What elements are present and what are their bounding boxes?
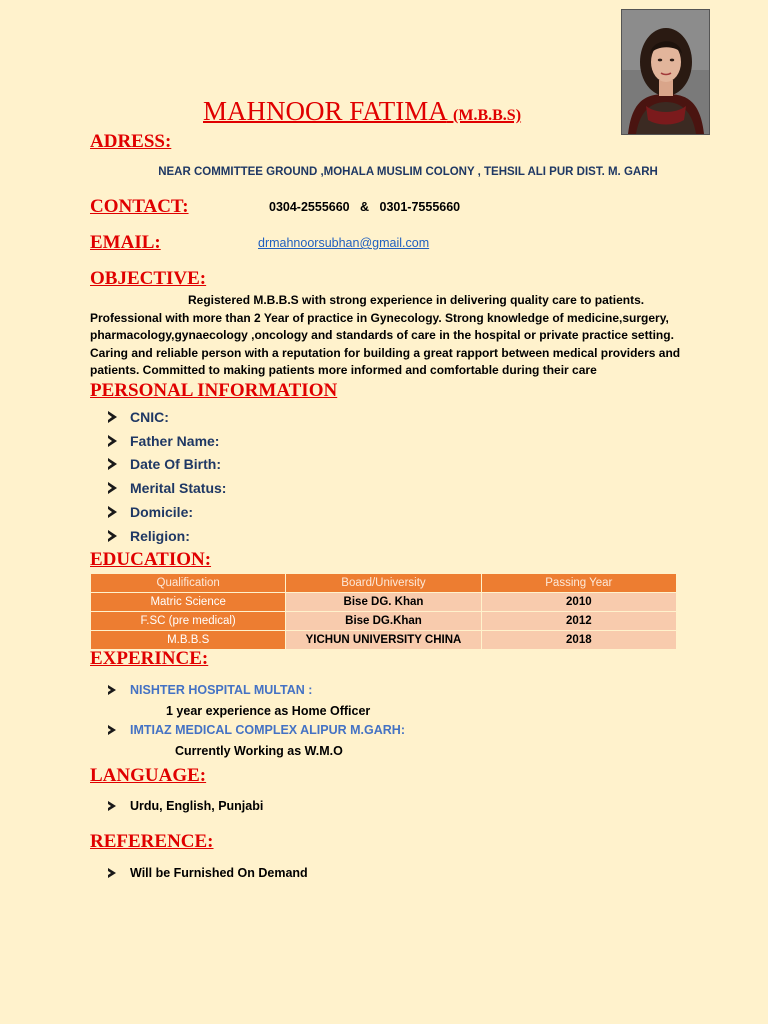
qualification-cell: M.B.B.S	[91, 631, 286, 650]
year-cell: 2010	[481, 593, 676, 612]
arrow-bullet-icon	[108, 725, 116, 735]
experience-organization: NISHTER HOSPITAL MULTAN :	[130, 683, 313, 697]
experience-description: 1 year experience as Home Officer	[166, 704, 371, 718]
board-cell: Bise DG.Khan	[286, 612, 481, 631]
table-row	[91, 612, 677, 631]
email-heading: EMAIL:	[90, 232, 161, 253]
personal-item-label: Domicile:	[130, 504, 194, 521]
personal-item-domicile	[108, 500, 226, 524]
arrow-bullet-icon	[108, 458, 117, 470]
reference-heading: REFERENCE:	[90, 831, 214, 852]
column-header: Passing Year	[481, 574, 676, 593]
email-link[interactable]: drmahnoorsubhan@gmail.com	[258, 236, 430, 250]
personal-item-label: Merital Status:	[130, 480, 227, 497]
year-cell: 2018	[481, 631, 676, 650]
personal-item-religion	[108, 524, 226, 548]
contact-heading: CONTACT:	[90, 196, 189, 217]
address-text: NEAR COMMITTEE GROUND ,MOHALA MUSLIM COLONY , TEHSIL ALI PUR DIST. M. GARH	[158, 166, 658, 178]
profile-photo	[621, 9, 710, 135]
language-heading: LANGUAGE:	[90, 765, 207, 786]
phone-numbers: 0304-2555660 & 0301-7555660	[269, 200, 461, 214]
candidate-name-text: MAHNOOR FATIMA	[203, 96, 447, 126]
arrow-bullet-icon	[108, 482, 117, 494]
personal-item-dob	[108, 453, 226, 477]
education-heading: EDUCATION:	[90, 549, 212, 570]
education-table	[90, 573, 677, 650]
personal-item-label: Father Name:	[130, 432, 220, 449]
column-header: Qualification	[91, 574, 286, 593]
personal-info-heading: PERSONAL INFORMATION	[90, 380, 338, 401]
degree-label: (M.B.B.S)	[453, 107, 522, 124]
arrow-bullet-icon	[108, 868, 116, 878]
table-row	[91, 631, 677, 650]
experience-entry-1	[108, 683, 312, 697]
personal-item-cnic	[108, 405, 226, 429]
table-row	[91, 593, 677, 612]
experience-description: Currently Working as W.M.O	[175, 744, 343, 758]
experience-organization: IMTIAZ MEDICAL COMPLEX ALIPUR M.GARH:	[130, 723, 405, 737]
objective-heading: OBJECTIVE:	[90, 268, 207, 289]
education-header-row	[91, 574, 677, 593]
personal-info-list	[108, 405, 226, 548]
language-item	[108, 799, 263, 813]
board-cell: Bise DG. Khan	[286, 593, 481, 612]
language-text: Urdu, English, Punjabi	[130, 799, 264, 813]
year-cell: 2012	[481, 612, 676, 631]
objective-text	[90, 292, 690, 380]
personal-item-marital-status	[108, 476, 226, 500]
objective-body: Professional with more than 2 Year of practice in Gynecology. Strong knowledge of medicine,surgery, pharmacology,gynaecology ,oncology and standards of care in the hospital or private practice setting. Caring and reliable person with a reputation for building a great rapport between medical providers and patients. Committed to making patients more informed and comfortable during their care	[90, 310, 681, 377]
personal-item-label: Date Of Birth:	[130, 456, 221, 473]
reference-item	[108, 866, 308, 880]
qualification-cell: F.SC (pre medical)	[91, 612, 286, 631]
reference-text: Will be Furnished On Demand	[130, 866, 308, 880]
arrow-bullet-icon	[108, 506, 117, 518]
arrow-bullet-icon	[108, 801, 116, 811]
arrow-bullet-icon	[108, 530, 117, 542]
arrow-bullet-icon	[108, 685, 116, 695]
arrow-bullet-icon	[108, 411, 117, 423]
qualification-cell: Matric Science	[91, 593, 286, 612]
objective-line-1: Registered M.B.B.S with strong experience in delivering quality care to patients.	[188, 293, 645, 307]
portrait-image	[622, 10, 709, 134]
candidate-name	[203, 96, 521, 127]
board-cell: YICHUN UNIVERSITY CHINA	[286, 631, 481, 650]
experience-entry-2	[108, 723, 405, 737]
experience-heading: EXPERINCE:	[90, 648, 209, 669]
column-header: Board/University	[286, 574, 481, 593]
personal-item-label: CNIC:	[130, 408, 169, 425]
personal-item-label: Religion:	[130, 527, 190, 544]
personal-item-father-name	[108, 429, 226, 453]
address-heading: ADRESS:	[90, 131, 172, 152]
arrow-bullet-icon	[108, 435, 117, 447]
